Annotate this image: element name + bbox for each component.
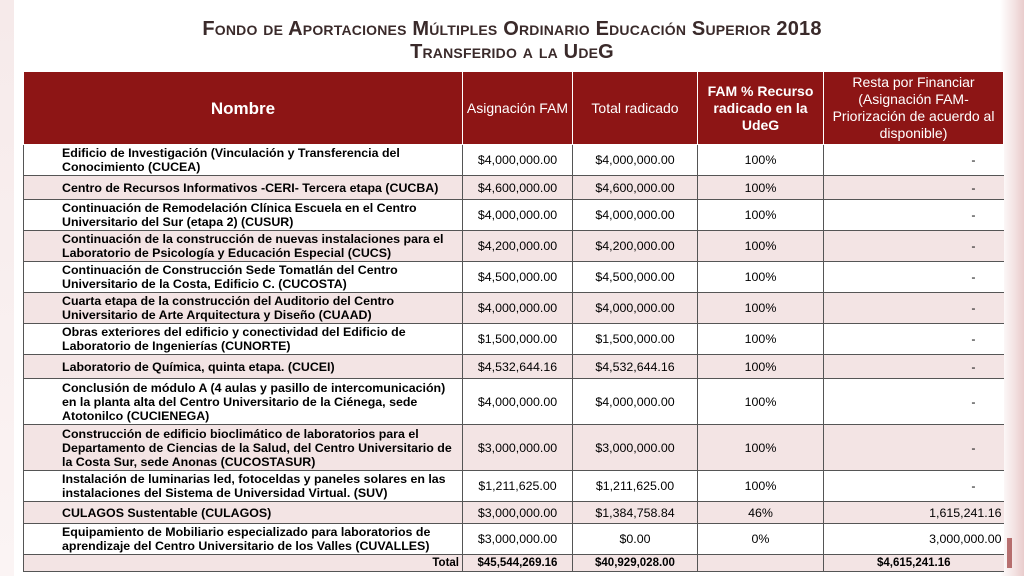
cell-total: $1,211,625.00 — [573, 471, 698, 502]
cell-resta: - — [824, 471, 1004, 502]
total-pct — [698, 555, 824, 572]
title-line-2: Transferido a la UdeG — [410, 41, 614, 63]
table-row — [24, 145, 1004, 176]
cell-nombre: Edificio de Investigación (Vinculación y Transferencia del Conocimiento (CUCEA) — [24, 145, 463, 176]
table-row — [24, 502, 1004, 524]
cell-nombre: Centro de Recursos Informativos -CERI- Tercera etapa (CUCBA) — [24, 176, 463, 200]
cell-resta: - — [824, 425, 1004, 471]
title-line-1: Fondo de Aportaciones Múltiples Ordinario Educación Superior 2018 — [202, 18, 822, 40]
cell-pct: 100% — [698, 425, 824, 471]
cell-total: $4,000,000.00 — [573, 145, 698, 176]
cell-nombre: Equipamiento de Mobiliario especializado para laboratorios de aprendizaje del Centro Universitario de los Valles (CUVALLES) — [24, 524, 463, 555]
table-row — [24, 379, 1004, 425]
cell-resta: - — [824, 293, 1004, 324]
cell-resta: 1,615,241.16 — [824, 502, 1004, 524]
cell-asignacion: $3,000,000.00 — [463, 502, 573, 524]
table-row — [24, 262, 1004, 293]
cell-total: $1,500,000.00 — [573, 324, 698, 355]
header-fam-pct: FAM % Recurso radicado en la UdeG — [698, 72, 824, 145]
cell-resta: - — [824, 145, 1004, 176]
cell-asignacion: $4,600,000.00 — [463, 176, 573, 200]
cell-nombre: Continuación de Construcción Sede Tomatlán del Centro Universitario de la Costa, Edificio C. (CUCOSTA) — [24, 262, 463, 293]
table-row — [24, 231, 1004, 262]
cell-resta: - — [824, 355, 1004, 379]
total-resta: $4,615,241.16 — [824, 555, 1004, 572]
cell-nombre: Conclusión de módulo A (4 aulas y pasillo de intercomunicación) en la planta alta del Centro Universitario de la Ciénega, sede Atotonilco (CUCIENEGA) — [24, 379, 463, 425]
cell-asignacion: $4,000,000.00 — [463, 379, 573, 425]
left-decoration — [0, 0, 14, 576]
table-row — [24, 524, 1004, 555]
table-row — [24, 293, 1004, 324]
cell-asignacion: $1,500,000.00 — [463, 324, 573, 355]
cell-resta: - — [824, 231, 1004, 262]
right-decoration-mark — [1007, 538, 1012, 568]
cell-pct: 100% — [698, 176, 824, 200]
cell-pct: 100% — [698, 145, 824, 176]
cell-resta: 3,000,000.00 — [824, 524, 1004, 555]
cell-nombre: Cuarta etapa de la construcción del Auditorio del Centro Universitario de Arte Arquitectura y Diseño (CUAAD) — [24, 293, 463, 324]
cell-pct: 0% — [698, 524, 824, 555]
cell-total: $4,200,000.00 — [573, 231, 698, 262]
cell-pct: 100% — [698, 231, 824, 262]
table-row — [24, 324, 1004, 355]
cell-asignacion: $3,000,000.00 — [463, 524, 573, 555]
cell-pct: 100% — [698, 355, 824, 379]
cell-asignacion: $4,000,000.00 — [463, 145, 573, 176]
header-total-radicado: Total radicado — [573, 72, 698, 145]
cell-nombre: Obras exteriores del edificio y conectividad del Edificio de Laboratorio de Ingenierías (CUNORTE) — [24, 324, 463, 355]
table-row — [24, 176, 1004, 200]
total-label: Total — [24, 555, 463, 572]
cell-resta: - — [824, 176, 1004, 200]
total-asignacion: $45,544,269.16 — [463, 555, 573, 572]
cell-nombre: Instalación de luminarias led, fotoceldas y paneles solares en las instalaciones del Sistema de Universidad Virtual. (SUV) — [24, 471, 463, 502]
header-nombre: Nombre — [24, 72, 463, 145]
cell-total: $4,000,000.00 — [573, 379, 698, 425]
cell-resta: - — [824, 200, 1004, 231]
cell-total: $1,384,758.84 — [573, 502, 698, 524]
total-radicado: $40,929,028.00 — [573, 555, 698, 572]
cell-total: $4,532,644.16 — [573, 355, 698, 379]
totals-row — [24, 555, 1004, 572]
cell-total: $4,000,000.00 — [573, 293, 698, 324]
cell-resta: - — [824, 379, 1004, 425]
cell-total: $4,600,000.00 — [573, 176, 698, 200]
table-row — [24, 471, 1004, 502]
cell-asignacion: $4,000,000.00 — [463, 293, 573, 324]
table-row — [24, 425, 1004, 471]
cell-pct: 100% — [698, 262, 824, 293]
cell-pct: 100% — [698, 324, 824, 355]
cell-resta: - — [824, 262, 1004, 293]
cell-asignacion: $4,000,000.00 — [463, 200, 573, 231]
cell-pct: 100% — [698, 379, 824, 425]
cell-total: $3,000,000.00 — [573, 425, 698, 471]
slide-title — [0, 18, 1024, 64]
cell-total: $4,500,000.00 — [573, 262, 698, 293]
table-row — [24, 200, 1004, 231]
cell-pct: 46% — [698, 502, 824, 524]
header-resta: Resta por Financiar (Asignación FAM- Priorización de acuerdo al disponible) — [824, 72, 1004, 145]
cell-total: $4,000,000.00 — [573, 200, 698, 231]
cell-total: $0.00 — [573, 524, 698, 555]
cell-asignacion: $4,532,644.16 — [463, 355, 573, 379]
cell-asignacion: $4,500,000.00 — [463, 262, 573, 293]
cell-asignacion: $1,211,625.00 — [463, 471, 573, 502]
cell-pct: 100% — [698, 293, 824, 324]
header-asignacion: Asignación FAM — [463, 72, 573, 145]
cell-resta: - — [824, 324, 1004, 355]
table-header-row — [24, 72, 1004, 145]
fam-table — [23, 71, 1004, 572]
cell-pct: 100% — [698, 200, 824, 231]
cell-nombre: Laboratorio de Química, quinta etapa. (CUCEI) — [24, 355, 463, 379]
cell-nombre: CULAGOS Sustentable (CULAGOS) — [24, 502, 463, 524]
cell-asignacion: $3,000,000.00 — [463, 425, 573, 471]
cell-nombre: Continuación de la construcción de nuevas instalaciones para el Laboratorio de Psicología y Educación Especial (CUCS) — [24, 231, 463, 262]
cell-nombre: Continuación de Remodelación Clínica Escuela en el Centro Universitario del Sur (etapa 2) (CUSUR) — [24, 200, 463, 231]
cell-asignacion: $4,200,000.00 — [463, 231, 573, 262]
cell-pct: 100% — [698, 471, 824, 502]
table-row — [24, 355, 1004, 379]
cell-nombre: Construcción de edificio bioclimático de laboratorios para el Departamento de Ciencias de la Salud, del Centro Universitario de la Costa Sur, sede Anonas (CUCOSTASUR) — [24, 425, 463, 471]
